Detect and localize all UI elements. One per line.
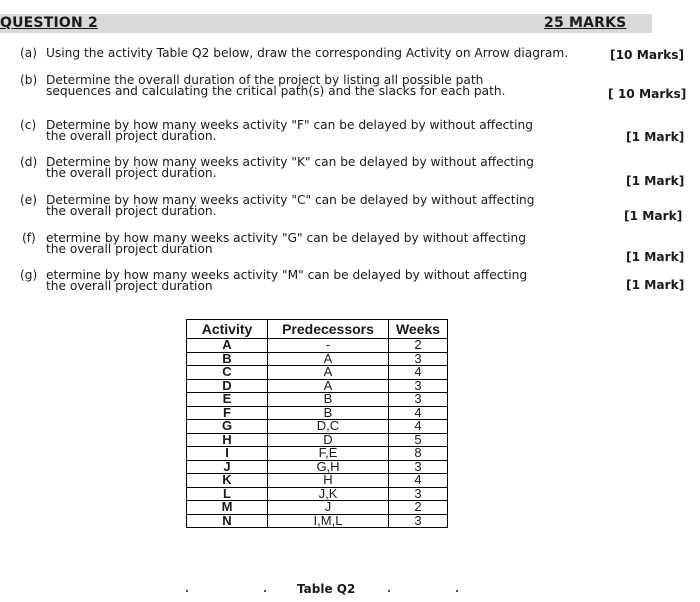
cell-predecessors: G,H <box>268 460 389 474</box>
question-d-marks: [1 Mark] <box>626 174 685 188</box>
question-title: QUESTION 2 <box>0 15 98 31</box>
cell-weeks: 3 <box>389 487 448 501</box>
cell-predecessors: - <box>268 339 389 353</box>
question-text-line1: etermine by how many weeks activity "G" can be delayed by without affecting <box>46 231 526 245</box>
cell-weeks: 3 <box>389 514 448 528</box>
cell-weeks: 3 <box>389 352 448 366</box>
table-row <box>187 339 448 353</box>
table-header-row <box>187 320 448 339</box>
cell-predecessors: H <box>268 474 389 488</box>
cell-predecessors: B <box>268 406 389 420</box>
question-text: Using the activity Table Q2 below, draw the corresponding Activity on Arrow diagram. <box>46 46 569 60</box>
cell-activity: A <box>187 339 268 353</box>
table-row <box>187 501 448 515</box>
cell-weeks: 3 <box>389 379 448 393</box>
question-label: (e) <box>20 193 38 207</box>
cell-activity: E <box>187 393 268 407</box>
cell-predecessors: I,M,L <box>268 514 389 528</box>
cell-weeks: 4 <box>389 474 448 488</box>
cell-weeks: 3 <box>389 460 448 474</box>
cell-weeks: 5 <box>389 433 448 447</box>
question-total-marks: 25 MARKS <box>544 15 627 31</box>
cell-activity: N <box>187 514 268 528</box>
question-text-line1: etermine by how many weeks activity "M" can be delayed by without affecting <box>46 268 528 282</box>
question-text-line1: Determine by how many weeks activity "F" can be delayed by without affecting <box>46 118 533 132</box>
question-text-line1: Determine the overall duration of the project by listing all possible path <box>46 73 484 87</box>
decorative-dot <box>186 590 188 592</box>
question-label: (f) <box>22 231 36 245</box>
cell-activity: D <box>187 379 268 393</box>
cell-weeks: 3 <box>389 393 448 407</box>
question-header <box>0 14 652 33</box>
cell-weeks: 4 <box>389 366 448 380</box>
cell-predecessors: A <box>268 366 389 380</box>
decorative-dot <box>264 590 266 592</box>
cell-activity: I <box>187 447 268 461</box>
question-text-line2: the overall project duration. <box>46 129 217 143</box>
cell-activity: L <box>187 487 268 501</box>
cell-activity: H <box>187 433 268 447</box>
table-row <box>187 393 448 407</box>
cell-weeks: 4 <box>389 420 448 434</box>
table-row <box>187 474 448 488</box>
cell-activity: B <box>187 352 268 366</box>
question-label: (b) <box>20 73 38 87</box>
cell-predecessors: F,E <box>268 447 389 461</box>
question-text-line1: Determine by how many weeks activity "C" can be delayed by without affecting <box>46 193 535 207</box>
question-text-line1: Determine by how many weeks activity "K" can be delayed by without affecting <box>46 155 534 169</box>
cell-predecessors: D,C <box>268 420 389 434</box>
cell-predecessors: J,K <box>268 487 389 501</box>
question-label: (a) <box>20 46 37 60</box>
question-g-marks: [1 Mark] <box>626 278 685 292</box>
question-label: (c) <box>20 118 37 132</box>
cell-weeks: 2 <box>389 501 448 515</box>
cell-predecessors: A <box>268 352 389 366</box>
question-text-line2: the overall project duration <box>46 242 213 256</box>
cell-activity: C <box>187 366 268 380</box>
cell-weeks: 2 <box>389 339 448 353</box>
question-f-marks: [1 Mark] <box>626 250 685 264</box>
cell-activity: J <box>187 460 268 474</box>
decorative-dot <box>456 590 458 592</box>
question-text-line2: the overall project duration. <box>46 166 217 180</box>
question-label: (g) <box>20 268 38 282</box>
question-b-marks: [ 10 Marks] <box>608 87 687 101</box>
question-c-marks: [1 Mark] <box>626 130 685 144</box>
table-row <box>187 420 448 434</box>
table-row <box>187 366 448 380</box>
table-row <box>187 447 448 461</box>
cell-predecessors: D <box>268 433 389 447</box>
header-activity: Activity <box>187 320 268 339</box>
table-row <box>187 514 448 528</box>
cell-activity: K <box>187 474 268 488</box>
question-text-line2: sequences and calculating the critical path(s) and the slacks for each path. <box>46 84 506 98</box>
header-predecessors: Predecessors <box>268 320 389 339</box>
cell-weeks: 4 <box>389 406 448 420</box>
activity-table <box>186 319 448 528</box>
cell-weeks: 8 <box>389 447 448 461</box>
header-weeks: Weeks <box>389 320 448 339</box>
cell-predecessors: B <box>268 393 389 407</box>
cell-activity: G <box>187 420 268 434</box>
question-text-line2: the overall project duration <box>46 279 213 293</box>
cell-activity: M <box>187 501 268 515</box>
question-label: (d) <box>20 155 38 169</box>
cell-activity: F <box>187 406 268 420</box>
question-a-marks: [10 Marks] <box>610 48 685 62</box>
cell-predecessors: A <box>268 379 389 393</box>
decorative-dot <box>388 590 390 592</box>
question-text-line2: the overall project duration. <box>46 204 217 218</box>
cell-predecessors: J <box>268 501 389 515</box>
question-e-marks: [1 Mark] <box>624 209 683 223</box>
table-caption: Table Q2 <box>297 582 356 596</box>
